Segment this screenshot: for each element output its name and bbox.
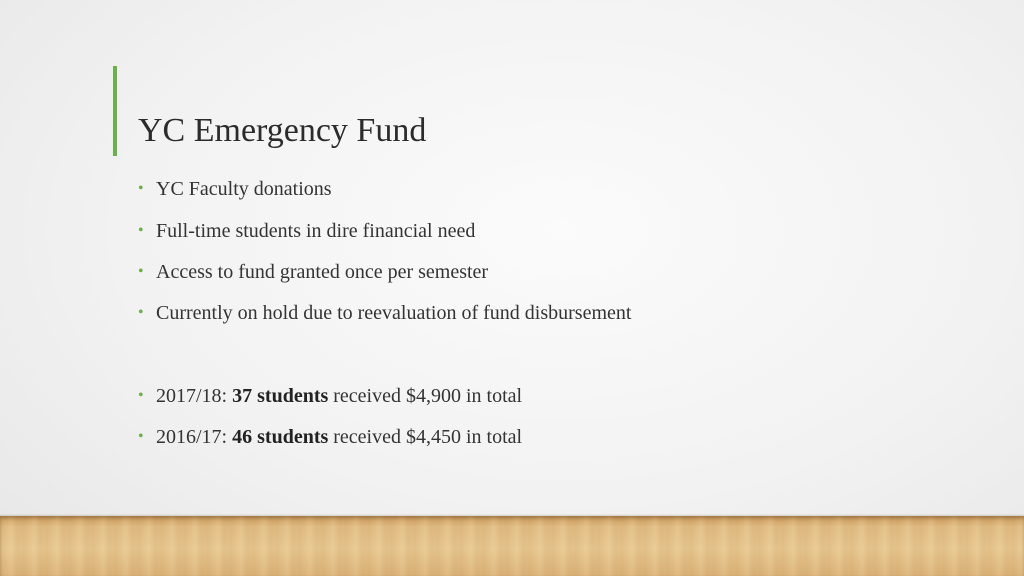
bullet-dot-icon: • [138,304,144,321]
bullet-text: Full-time students in dire financial need [156,220,476,242]
student-count: 37 students [232,385,329,407]
student-count: 46 students [232,426,329,448]
bullet-dot-icon: • [138,222,144,239]
bullet-dot-icon: • [138,428,144,445]
slide-title: YC Emergency Fund [138,112,427,149]
bullet-amount: received $4,900 in total [328,385,523,407]
title-accent-bar [113,66,117,156]
bullet-text: Access to fund granted once per semester [156,261,489,283]
bullet-text [156,424,522,450]
bullet-amount: received $4,450 in total [328,426,523,448]
bullet-year: 2017/18: [156,385,233,407]
wood-floor-background [0,516,1024,576]
bullet-year: 2016/17: [156,426,233,448]
bullet-text: YC Faculty donations [156,178,332,200]
bullet-dot-icon: • [138,387,144,404]
bullet-dot-icon: • [138,180,144,197]
bullet-text [156,383,522,409]
bullet-dot-icon: • [138,263,144,280]
bullet-text: Currently on hold due to reevaluation of fund disbursement [156,302,632,324]
